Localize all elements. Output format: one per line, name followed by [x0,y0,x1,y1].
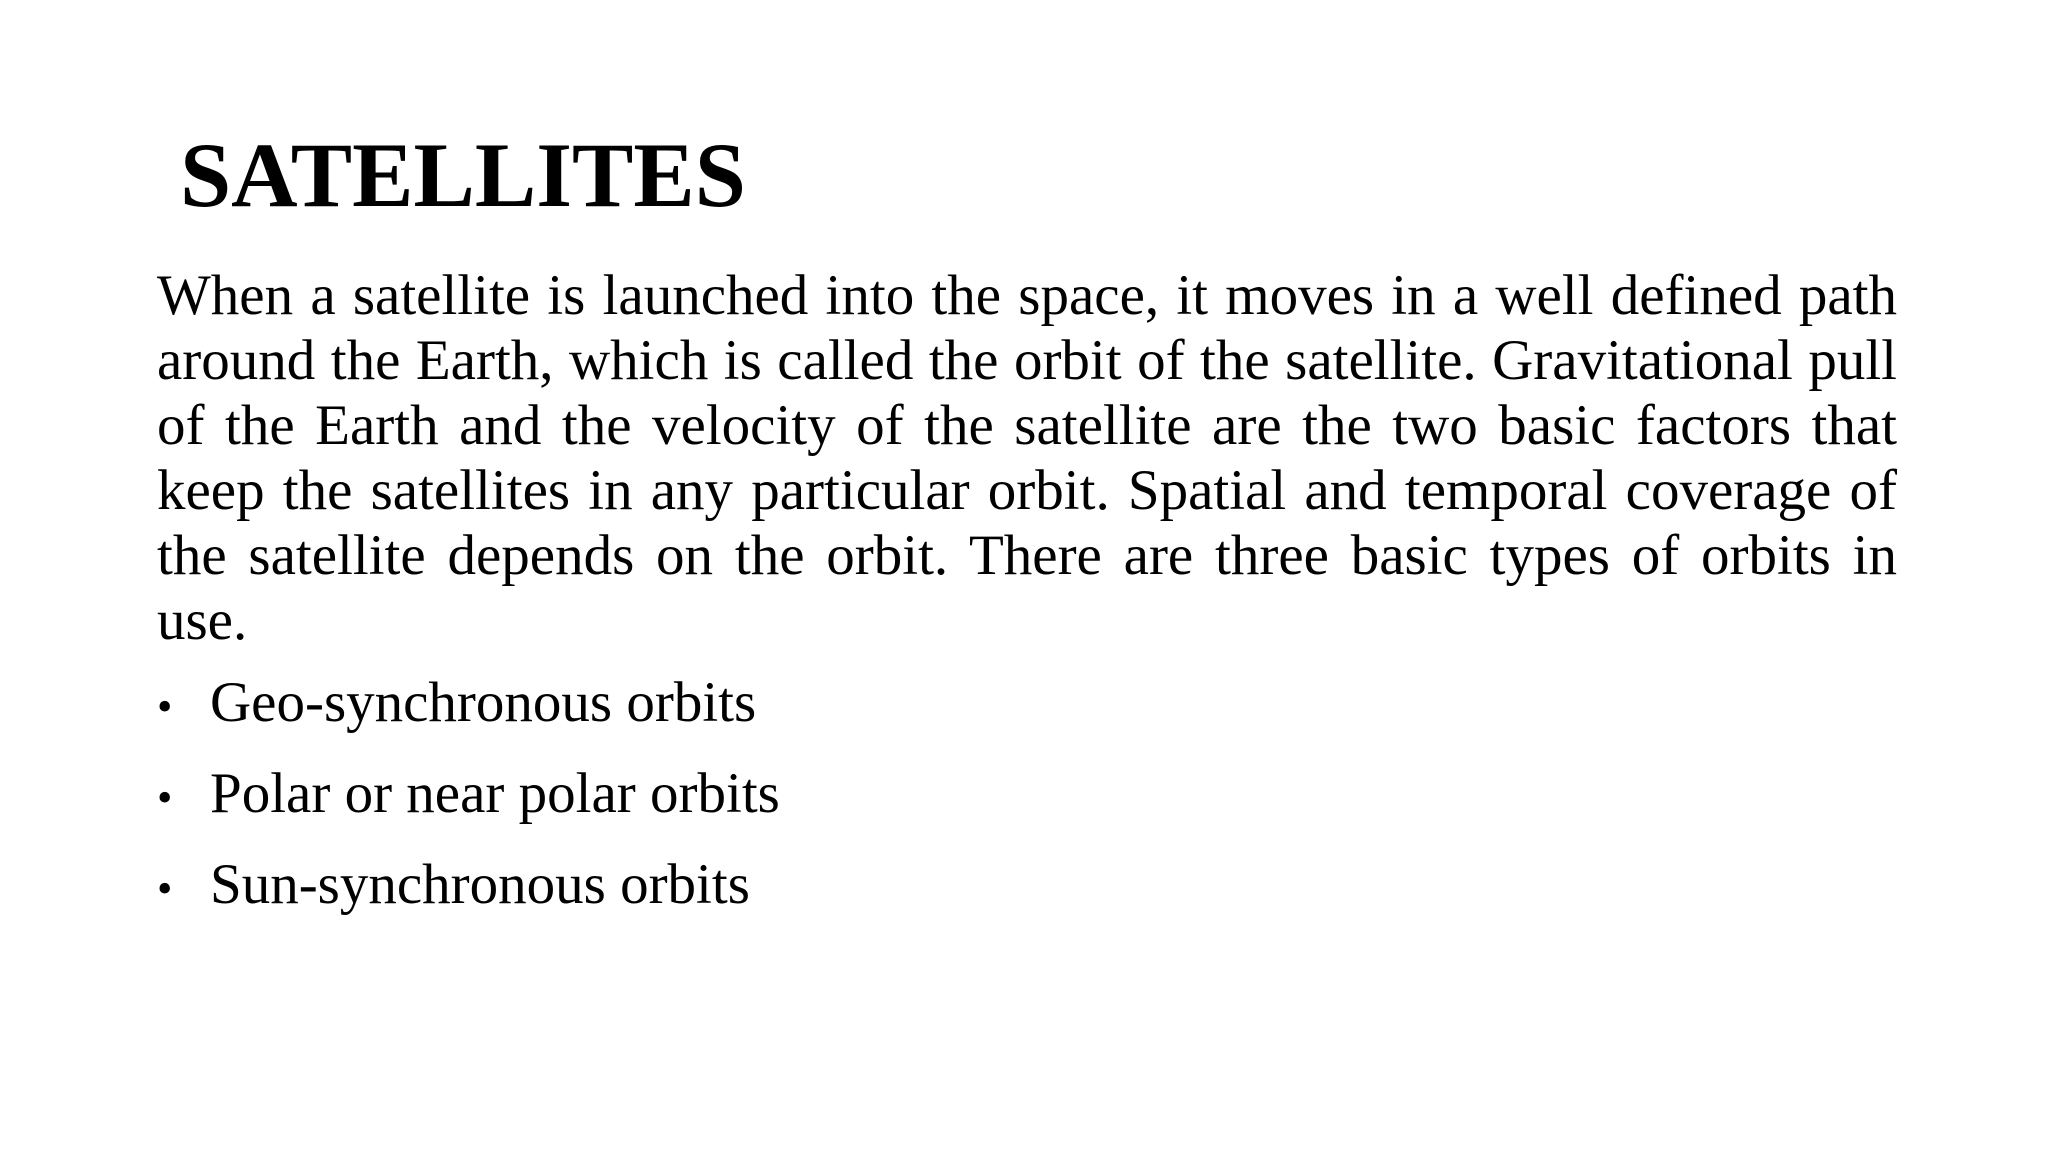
bullet-list [157,670,1897,943]
bullet-dot-icon: • [157,682,173,731]
slide-title: SATELLITES [180,124,746,226]
bullet-text: Sun-synchronous orbits [210,853,750,916]
bullet-dot-icon: • [157,773,173,822]
body-paragraph: When a satellite is launched into the space, it moves in a well defined path around the Earth, which is called the orbit of the satellite. Gravitational pull of the Earth and the velocity of the satellite are the two basic factors that keep the satellites in any particular orbit. Spatial and temporal coverage of the satellite depends on the orbit. There are three basic types of orbits in use. [157,264,1897,652]
bullet-dot-icon: • [157,864,173,913]
bullet-item-polar [157,761,1897,830]
bullet-text: Geo-synchronous orbits [210,671,757,734]
bullet-item-geo-synchronous [157,670,1897,739]
bullet-text: Polar or near polar orbits [210,762,780,825]
bullet-item-sun-synchronous [157,852,1897,921]
